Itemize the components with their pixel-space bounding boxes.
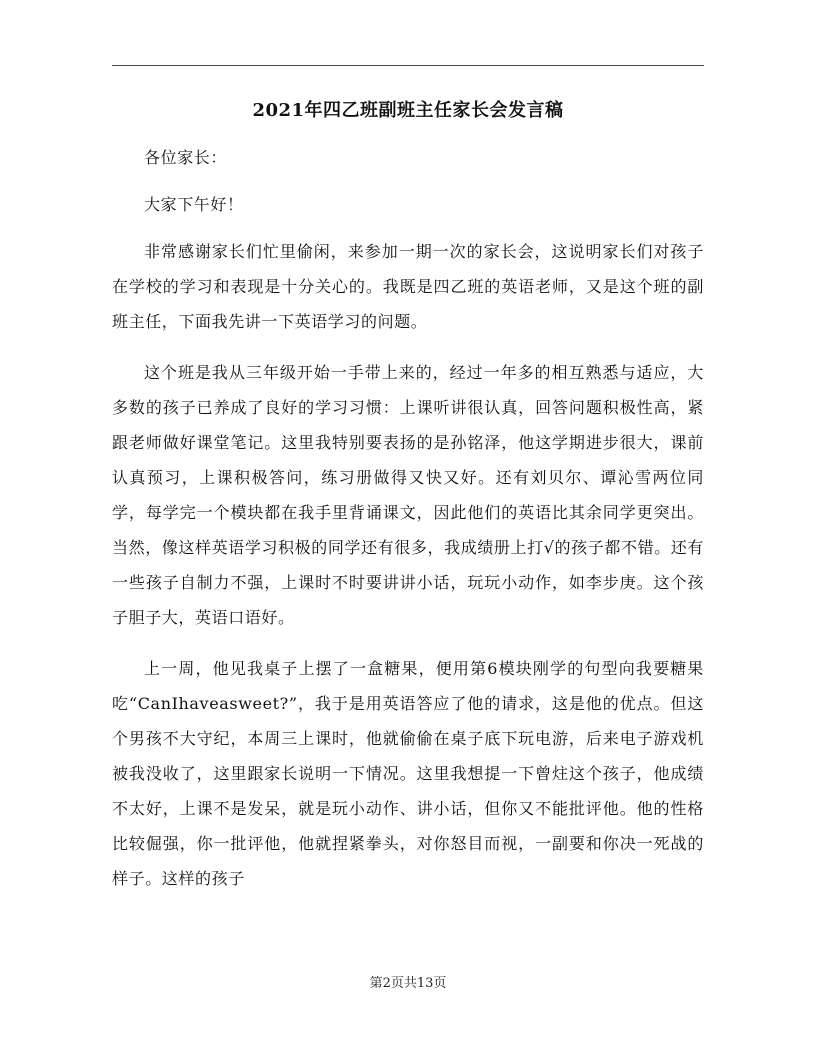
greeting: 大家下午好！	[144, 195, 244, 214]
document-body	[112, 140, 704, 896]
paragraph-student-examples: 上一周，他见我桌子上摆了一盒糖果，便用第6模块刚学的句型向我要糖果吃“CanIhaveasweet?”，我于是用英语答应了他的请求，这是他的优点。但这个男孩不大守纪，本周三上课时，他就偷偷在桌子底下玩电游，后来电子游戏机被我没收了，这里跟家长说明一下情况。这里我想提一下曾炷这个孩子，他成绩不太好，上课不是发呆，就是玩小动作、讲小话，但你又不能批评他。他的性格比较倔强，你一批评他，他就捏紧拳头，对你怒目而视，一副要和你决一死战的样子。这样的孩子	[112, 659, 704, 888]
paragraph-class-overview: 这个班是我从三年级开始一手带上来的，经过一年多的相互熟悉与适应，大多数的孩子已养成了良好的学习习惯：上课听讲很认真，回答问题积极性高，紧跟老师做好课堂笔记。这里我特别要表扬的是孙铭泽，他这学期进步很大，课前认真预习，上课积极答问，练习册做得又快又好。还有刘贝尔、谭沁雪两位同学，每学完一个模块都在我手里背诵课文，因此他们的英语比其余同学更突出。当然，像这样英语学习积极的同学还有很多，我成绩册上打√的孩子都不错。还有一些孩子自制力不强，上课时不时要讲讲小话，玩玩小动作，如李步庚。这个孩子胆子大，英语口语好。	[112, 363, 704, 627]
page-number: 第2页共13页	[369, 976, 447, 991]
header-rule	[112, 65, 704, 66]
paragraph-intro: 非常感谢家长们忙里偷闲，来参加一期一次的家长会，这说明家长们对孩子在学校的学习和表现是十分关心的。我既是四乙班的英语老师，又是这个班的副班主任，下面我先讲一下英语学习的问题。	[112, 242, 704, 331]
page-title: 2021年四乙班副班主任家长会发言稿	[252, 100, 564, 121]
salutation: 各位家长：	[144, 148, 228, 167]
